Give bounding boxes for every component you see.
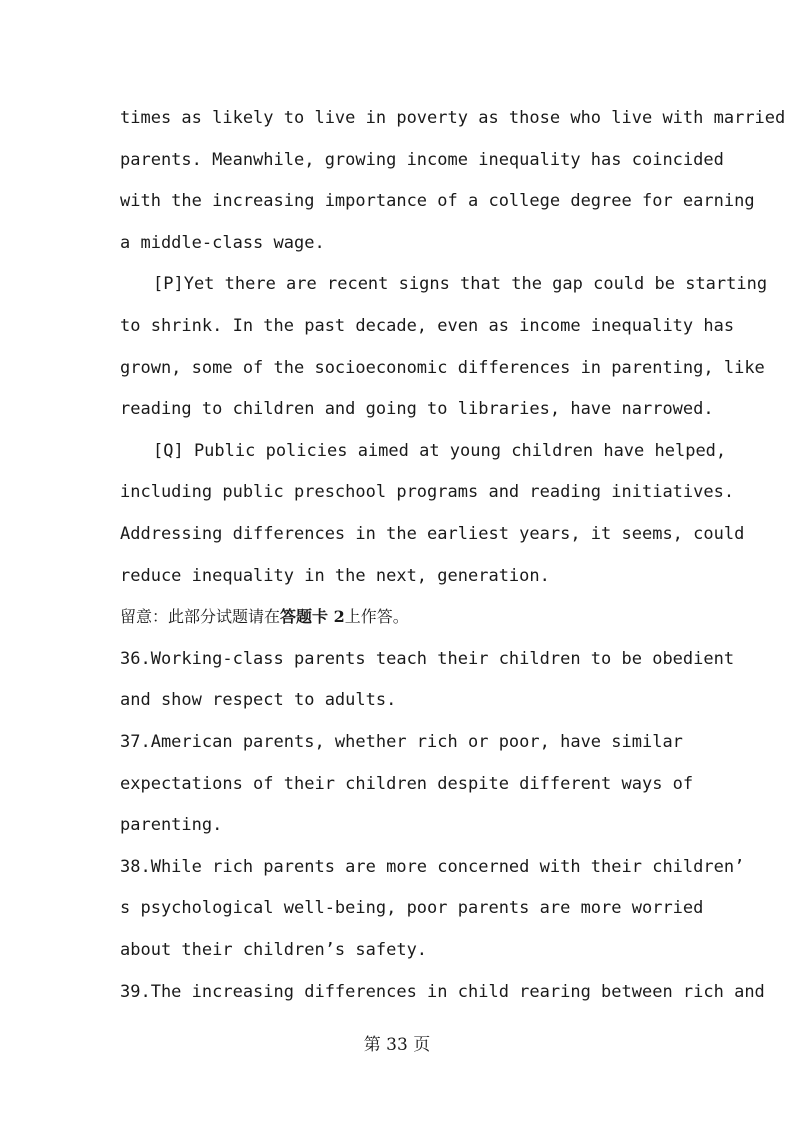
paragraph-p-line: reading to children and going to libraries, have narrowed. bbox=[120, 399, 714, 419]
paragraph-p-line: [P]Yet there are recent signs that the gap could be starting bbox=[153, 274, 768, 294]
question-38-line: s psychological well-being, poor parents are more worried bbox=[120, 898, 704, 918]
paragraph-q-line: Addressing differences in the earliest years, it seems, could bbox=[120, 524, 745, 544]
answer-sheet-notice bbox=[120, 605, 676, 629]
page-number: 第 33 页 bbox=[363, 1035, 431, 1055]
paragraph-q-line: including public preschool programs and reading initiatives. bbox=[120, 482, 735, 502]
question-38-line: 38.While rich parents are more concerned with their children’ bbox=[120, 857, 745, 877]
paragraph-q-line: [Q] Public policies aimed at young children have helped, bbox=[153, 441, 727, 461]
notice-suffix: 上作答。 bbox=[344, 607, 409, 626]
question-39-line: 39.The increasing differences in child rearing between rich and bbox=[120, 982, 765, 1002]
question-37-line: 37.American parents, whether rich or poor, have similar bbox=[120, 732, 683, 752]
paragraph-q-line: reduce inequality in the next, generation. bbox=[120, 566, 550, 586]
question-38-line: about their children’s safety. bbox=[120, 940, 428, 960]
notice-prefix: 留意：此部分试题请在 bbox=[120, 607, 281, 626]
paragraph-p-line: to shrink. In the past decade, even as income inequality has bbox=[120, 316, 735, 336]
paragraph-o-line: parents. Meanwhile, growing income inequality has coincided bbox=[120, 150, 724, 170]
paragraph-p-line: grown, some of the socioeconomic differences in parenting, like bbox=[120, 358, 765, 378]
question-36-line: 36.Working-class parents teach their children to be obedient bbox=[120, 649, 735, 669]
question-37-line: parenting. bbox=[120, 815, 223, 835]
paragraph-o-line: a middle-class wage. bbox=[120, 233, 325, 253]
paragraph-o-line: times as likely to live in poverty as those who live with married bbox=[120, 108, 786, 128]
question-36-line: and show respect to adults. bbox=[120, 690, 397, 710]
paragraph-o-line: with the increasing importance of a college degree for earning bbox=[120, 191, 755, 211]
question-37-line: expectations of their children despite different ways of bbox=[120, 774, 694, 794]
notice-answer-sheet: 答题卡 2 bbox=[280, 607, 345, 626]
